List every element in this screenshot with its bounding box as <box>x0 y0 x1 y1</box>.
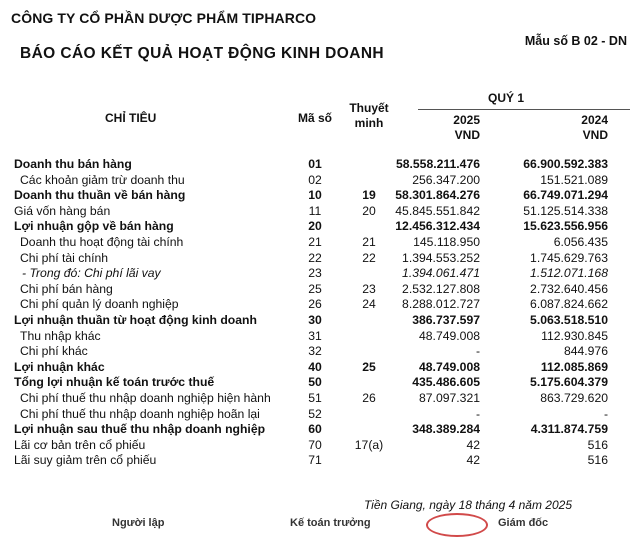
table-row <box>0 391 640 407</box>
row-value-2024: 4.311.874.759 <box>530 422 608 437</box>
row-label: Chi phí khác <box>20 344 88 359</box>
row-code: 52 <box>308 406 322 421</box>
row-code: 50 <box>308 375 322 390</box>
row-value-2025: 386.737.597 <box>412 312 480 327</box>
row-value-2024: 1.745.629.763 <box>530 250 608 265</box>
row-code: 40 <box>308 359 322 374</box>
row-label: - Trong đó: Chi phí lãi vay <box>22 266 161 281</box>
row-label: Doanh thu hoạt động tài chính <box>20 234 184 249</box>
table-row <box>0 297 640 313</box>
row-label: Lợi nhuận thuần từ hoạt động kinh doanh <box>14 312 257 327</box>
table-row <box>0 360 640 376</box>
row-value-2025: 2.532.127.808 <box>402 281 480 296</box>
table-row <box>0 219 640 235</box>
row-value-2025: 58.301.864.276 <box>395 188 480 203</box>
row-label: Doanh thu bán hàng <box>14 157 132 171</box>
row-note: 23 <box>362 281 376 296</box>
row-value-2024: 6.056.435 <box>553 234 608 249</box>
row-value-2024: 6.087.824.662 <box>530 297 608 312</box>
table-row <box>0 251 640 267</box>
row-note: 26 <box>362 390 376 405</box>
row-note: 19 <box>362 188 376 203</box>
quarter-underline <box>418 109 630 110</box>
row-code: 70 <box>308 437 322 452</box>
table-row <box>0 329 640 345</box>
row-code: 10 <box>308 188 322 203</box>
row-note: 22 <box>362 250 376 265</box>
row-value-2025: - <box>475 344 480 359</box>
row-code: 26 <box>308 297 322 312</box>
row-code: 51 <box>308 390 322 405</box>
row-label: Lợi nhuận khác <box>14 359 105 374</box>
row-label: Chi phí thuế thu nhập doanh nghiệp hoãn lại <box>20 406 260 421</box>
table-row <box>0 375 640 391</box>
currency-2024-label: VND <box>582 128 608 142</box>
table-row <box>0 157 640 173</box>
report-title: BÁO CÁO KẾT QUẢ HOẠT ĐỘNG KINH DOANH <box>20 45 385 62</box>
row-label: Thu nhập khác <box>20 328 101 343</box>
row-value-2025: 48.749.008 <box>419 328 480 343</box>
header-note-line1: Thuyết <box>349 101 389 115</box>
row-value-2024: 5.175.604.379 <box>530 375 608 390</box>
header-quarter: QUÝ 1 <box>488 91 525 105</box>
row-label: Lãi cơ bản trên cổ phiếu <box>14 437 146 452</box>
row-label: Lãi suy giảm trên cổ phiếu <box>14 453 157 468</box>
table-row <box>0 235 640 251</box>
row-value-2025: 145.118.950 <box>413 234 480 249</box>
table-row <box>0 204 640 220</box>
row-code: 01 <box>308 157 322 171</box>
row-label: Chi phí bán hàng <box>20 281 113 296</box>
currency-2025-label: VND <box>454 128 480 142</box>
row-label: Lợi nhuận sau thuế thu nhập doanh nghiệp <box>14 422 266 437</box>
table-row <box>0 266 640 282</box>
place-date: Tiền Giang, ngày 18 tháng 4 năm 2025 <box>363 498 572 512</box>
row-value-2025: 348.389.284 <box>412 422 480 437</box>
row-code: 25 <box>308 281 322 296</box>
row-value-2025: 48.749.008 <box>419 359 480 374</box>
row-value-2025: 8.288.012.727 <box>402 297 480 312</box>
row-code: 60 <box>308 422 322 437</box>
row-note: 25 <box>362 359 376 374</box>
row-value-2025: 435.486.605 <box>412 375 480 390</box>
row-value-2024: 66.749.071.294 <box>523 188 608 203</box>
row-code: 31 <box>308 328 322 343</box>
year-2024-label: 2024 <box>581 113 608 127</box>
row-code: 23 <box>308 266 322 281</box>
row-value-2024: 1.512.071.168 <box>530 266 608 281</box>
signature-label-director: Giám đốc <box>498 517 549 529</box>
row-code: 21 <box>308 234 322 249</box>
row-code: 32 <box>308 344 322 359</box>
row-value-2024: 51.125.514.338 <box>523 203 608 218</box>
row-value-2024: 112.085.869 <box>540 359 608 374</box>
row-value-2024: 516 <box>587 453 608 468</box>
row-value-2025: 87.097.321 <box>419 390 480 405</box>
table-row <box>0 453 640 469</box>
company-stamp <box>426 513 488 537</box>
row-note: 20 <box>362 203 376 218</box>
header-indicator: CHỈ TIÊU <box>105 111 157 125</box>
row-code: 02 <box>308 172 322 187</box>
row-code: 71 <box>308 453 322 468</box>
header-year-2024 <box>581 113 608 143</box>
table-row <box>0 282 640 298</box>
form-number: Mẫu số B 02 - DN <box>524 34 627 48</box>
row-value-2025: 1.394.553.252 <box>402 250 480 265</box>
row-value-2024: - <box>603 406 608 421</box>
year-2025-label: 2025 <box>453 113 480 127</box>
row-code: 30 <box>308 312 322 327</box>
row-code: 11 <box>308 203 322 218</box>
table-row <box>0 313 640 329</box>
row-value-2024: 2.732.640.456 <box>530 281 608 296</box>
header-year-2025 <box>453 113 480 143</box>
row-value-2024: 5.063.518.510 <box>530 312 608 327</box>
row-note: 21 <box>362 234 376 249</box>
row-value-2025: - <box>475 406 480 421</box>
row-value-2024: 844.976 <box>563 344 608 359</box>
header-note <box>344 101 394 131</box>
row-value-2024: 151.521.089 <box>540 172 608 187</box>
signature-label-chief-accountant: Kế toán trưởng <box>290 517 371 529</box>
row-value-2024: 516 <box>587 437 608 452</box>
row-value-2025: 42 <box>466 453 480 468</box>
row-label: Chi phí thuế thu nhập doanh nghiệp hiện hành <box>20 390 271 405</box>
row-value-2024: 15.623.556.956 <box>523 219 608 234</box>
row-label: Chi phí quản lý doanh nghiệp <box>20 297 179 312</box>
row-label: Giá vốn hàng bán <box>14 203 111 218</box>
row-value-2025: 58.558.211.476 <box>395 157 480 171</box>
company-name: CÔNG TY CỔ PHẦN DƯỢC PHẨM TIPHARCO <box>11 10 317 26</box>
table-row <box>0 438 640 454</box>
row-label: Tổng lợi nhuận kế toán trước thuế <box>14 375 215 390</box>
row-value-2025: 45.845.551.842 <box>395 203 480 218</box>
income-statement-table <box>0 157 640 469</box>
row-code: 22 <box>308 250 322 265</box>
signature-label-preparer: Người lập <box>112 517 165 529</box>
row-value-2024: 112.930.845 <box>541 328 608 343</box>
row-note: 17(a) <box>354 437 384 452</box>
row-value-2025: 1.394.061.471 <box>402 266 480 281</box>
header-note-line2: minh <box>354 116 384 130</box>
header-code: Mã số <box>298 111 333 125</box>
row-value-2024: 863.729.620 <box>540 390 608 405</box>
row-value-2025: 256.347.200 <box>412 172 480 187</box>
table-row <box>0 173 640 189</box>
table-row <box>0 422 640 438</box>
row-value-2025: 42 <box>466 437 480 452</box>
row-label: Doanh thu thuần về bán hàng <box>14 188 186 203</box>
row-label: Chi phí tài chính <box>20 250 109 265</box>
table-row <box>0 188 640 204</box>
row-value-2024: 66.900.592.383 <box>523 157 608 171</box>
row-label: Lợi nhuận gộp về bán hàng <box>14 219 174 234</box>
table-row <box>0 344 640 360</box>
table-row <box>0 407 640 423</box>
row-value-2025: 12.456.312.434 <box>395 219 480 234</box>
row-label: Các khoản giảm trừ doanh thu <box>20 172 185 187</box>
row-code: 20 <box>308 219 322 234</box>
row-note: 24 <box>362 297 376 312</box>
